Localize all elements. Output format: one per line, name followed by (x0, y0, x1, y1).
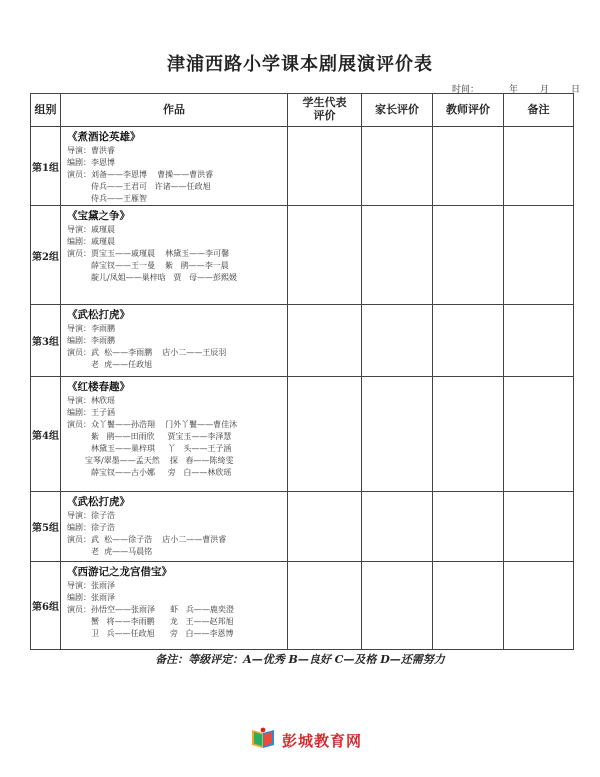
col-header-teacher-eval: 教师评价 (433, 94, 504, 127)
director-line: 导演：李雨鹏 (67, 324, 115, 333)
work-title: 《煮酒论英雄》 (67, 131, 141, 143)
teacher-eval-cell[interactable] (433, 305, 504, 377)
remarks-cell[interactable] (504, 377, 574, 492)
teacher-eval-cell[interactable] (433, 492, 504, 562)
teacher-eval-cell[interactable] (433, 562, 504, 650)
header-row (31, 94, 574, 127)
group-label: 第6组 (31, 562, 61, 650)
parent-eval-cell[interactable] (362, 562, 433, 650)
brand-logo (250, 727, 362, 753)
col-header-remarks: 备注 (504, 94, 574, 127)
table-row (31, 492, 574, 562)
student-eval-cell[interactable] (288, 305, 362, 377)
teacher-eval-cell[interactable] (433, 127, 504, 206)
work-cell (61, 206, 288, 305)
group-label: 第5组 (31, 492, 61, 562)
work-title: 《红楼春趣》 (67, 381, 130, 393)
actors-line: 演员：刘备——李恩博 曹操——曹洪睿 (67, 170, 214, 179)
evaluation-table (30, 93, 574, 650)
work-cell (61, 492, 288, 562)
book-icon (250, 727, 276, 753)
parent-eval-cell[interactable] (362, 127, 433, 206)
student-eval-cell[interactable] (288, 492, 362, 562)
writer-line: 编剧：徐子浩 (67, 523, 115, 532)
table-row (31, 127, 574, 206)
director-line: 导演：徐子浩 (67, 511, 115, 520)
student-eval-cell[interactable] (288, 127, 362, 206)
actors-line: 老 虎——任政旭 (91, 360, 153, 369)
date-label: 时间： (452, 85, 480, 95)
table-row (31, 562, 574, 650)
writer-line: 编剧：戚瑾晨 (67, 237, 115, 246)
writer-line: 编剧：张雨泽 (67, 593, 115, 602)
group-label: 第1组 (31, 127, 61, 206)
director-line: 导演：林欣瑶 (67, 396, 115, 405)
work-title: 《西游记之龙宫借宝》 (67, 566, 172, 578)
student-eval-cell[interactable] (288, 377, 362, 492)
actors-line: 老 虎——马晨铭 (91, 547, 153, 556)
director-line: 导演：张雨泽 (67, 581, 115, 590)
student-eval-cell[interactable] (288, 562, 362, 650)
work-cell (61, 305, 288, 377)
day-label: 日 (571, 85, 581, 95)
actors-line: 侍兵——王君可 许诸——任政旭 (91, 182, 211, 191)
work-title: 《武松打虎》 (67, 309, 130, 321)
grading-note: 备注：等级评定：A—优秀 B—良好 C—及格 D—还需努力 (155, 653, 445, 666)
actors-line: 紫 鹃——田雨欣 贾宝玉——李泽慧 (91, 432, 232, 441)
actors-line: 演员：众丫鬟——孙浩翔 门外丫鬟——曹佳沐 (67, 420, 238, 429)
col-header-student-eval: 学生代表 评价 (288, 94, 362, 127)
actors-line: 演员：孙悟空——张雨泽 虾 兵——鹿奕澄 (67, 605, 234, 614)
group-label: 第3组 (31, 305, 61, 377)
work-title: 《武松打虎》 (67, 496, 130, 508)
work-cell (61, 127, 288, 206)
parent-eval-cell[interactable] (362, 377, 433, 492)
year-label: 年 (509, 85, 519, 95)
work-title: 《宝黛之争》 (67, 210, 130, 222)
actors-line: 蟹 将——李雨鹏 龙 王——赵邦旭 (91, 617, 234, 626)
remarks-cell[interactable] (504, 127, 574, 206)
actors-line: 演员：武 松——李雨鹏 店小二——王辰羽 (67, 348, 227, 357)
table-row (31, 206, 574, 305)
actors-line: 薛宝钗——王一曼 紫 鹃——李一晨 (91, 261, 229, 270)
actors-line: 林黛玉——巢梓琪 丫 头——王子涵 (91, 444, 232, 453)
col-header-work: 作品 (61, 94, 288, 127)
remarks-cell[interactable] (504, 206, 574, 305)
actors-line: 薛宝钗——古小娜 旁 白——林欣瑶 (91, 468, 232, 477)
parent-eval-cell[interactable] (362, 206, 433, 305)
table-row (31, 377, 574, 492)
parent-eval-cell[interactable] (362, 305, 433, 377)
month-label: 月 (540, 85, 550, 95)
director-line: 导演：戚瑾晨 (67, 225, 115, 234)
parent-eval-cell[interactable] (362, 492, 433, 562)
remarks-cell[interactable] (504, 562, 574, 650)
actors-line: 演员：贾宝玉——戚瑾晨 林黛玉——李可馨 (67, 249, 230, 258)
actors-line: 侍兵——王雁智 (91, 194, 147, 203)
col-header-group: 组别 (31, 94, 61, 127)
page-title: 津浦西路小学课本剧展演评价表 (167, 54, 433, 75)
col-header-parent-eval: 家长评价 (362, 94, 433, 127)
writer-line: 编剧：王子涵 (67, 408, 115, 417)
table-row (31, 305, 574, 377)
student-eval-cell[interactable] (288, 206, 362, 305)
writer-line: 编剧：李恩博 (67, 158, 115, 167)
writer-line: 编剧：李雨鹏 (67, 336, 115, 345)
actors-line: 卫 兵——任政旭 旁 白——李恩博 (91, 629, 234, 638)
teacher-eval-cell[interactable] (433, 377, 504, 492)
actors-line: 宝琴/翠墨——孟天然 探 春——陈绮雯 (85, 456, 234, 465)
actors-line: 演员：武 松——徐子浩 店小二——曹洪睿 (67, 535, 227, 544)
work-cell (61, 562, 288, 650)
teacher-eval-cell[interactable] (433, 206, 504, 305)
brand-name: 彭城教育网 (282, 731, 363, 750)
director-line: 导演：曹洪睿 (67, 146, 115, 155)
group-label: 第2组 (31, 206, 61, 305)
remarks-cell[interactable] (504, 492, 574, 562)
actors-line: 靛儿/凤姐——巢梓晗 贾 母——彭熙媛 (91, 273, 237, 282)
group-label: 第4组 (31, 377, 61, 492)
remarks-cell[interactable] (504, 305, 574, 377)
work-cell (61, 377, 288, 492)
